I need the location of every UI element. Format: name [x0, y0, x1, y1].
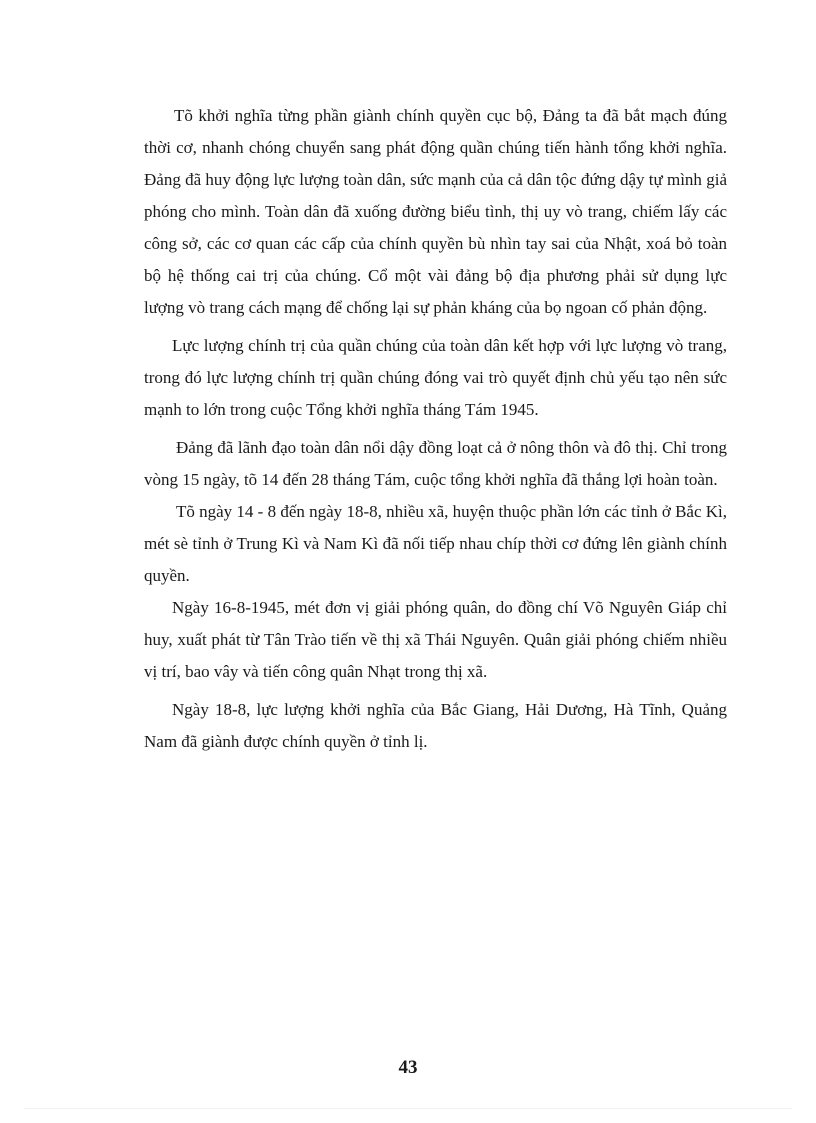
paragraph-6: Ngày 18-8, lực lượng khởi nghĩa của Bắc Giang, Hải Dương, Hà Tĩnh, Quảng Nam đã giành được chính quyền ở tỉnh lị.	[144, 700, 727, 751]
paragraph-1: Tõ khởi nghĩa từng phần giành chính quyền cục bộ, Đảng ta đã bắt mạch đúng thời cơ, nhanh chóng chuyển sang phát động quần chúng tiến hành tổng khởi nghĩa. Đảng đã huy động lực lượng toàn dân, sức mạnh của cả dân tộc đứng dậy tự mình giả phóng cho mình. Toàn dân đã xuống đường biểu tình, thị uy vò trang, chiếm lấy các công sở, các cơ quan các cấp của chính quyền bù nhìn tay sai của Nhật, xoá bỏ toàn bộ hệ thống cai trị của chúng. Cổ một vài đảng bộ địa phương phải sử dụng lực lượng vò trang cách mạng để chống lại sự phản kháng của bọ ngoan cố phản động.	[144, 106, 727, 317]
page-bottom-divider	[24, 1108, 792, 1109]
paragraph-2: Lực lượng chính trị của quần chúng của toàn dân kết hợp với lực lượng vò trang, trong đó lực lượng chính trị quần chúng đóng vai trò quyết định chủ yếu tạo nên sức mạnh to lớn trong cuộc Tổng khởi nghĩa tháng Tám 1945.	[144, 336, 727, 419]
paragraph-3: Đảng đã lãnh đạo toàn dân nổi dậy đồng loạt cả ở nông thôn và đô thị. Chỉ trong vòng 15 ngày, tõ 14 đến 28 tháng Tám, cuộc tổng khởi nghĩa đã thắng lợi hoàn toàn.	[144, 438, 727, 489]
page-number: 43	[398, 1057, 418, 1078]
paragraph-5: Ngày 16-8-1945, mét đơn vị giải phóng quân, do đồng chí Võ Nguyên Giáp chỉ huy, xuất phát từ Tân Trào tiến về thị xã Thái Nguyên. Quân giải phóng chiếm nhiều vị trí, bao vây và tiến công quân Nhạt trong thị xã.	[144, 598, 727, 681]
paragraph-4: Tõ ngày 14 - 8 đến ngày 18-8, nhiều xã, huyện thuộc phần lớn các tỉnh ở Bắc Kì, mét sè tỉnh ở Trung Kì và Nam Kì đã nối tiếp nhau chíp thời cơ đứng lên giành chính quyền.	[144, 502, 727, 585]
body-text	[144, 100, 727, 758]
